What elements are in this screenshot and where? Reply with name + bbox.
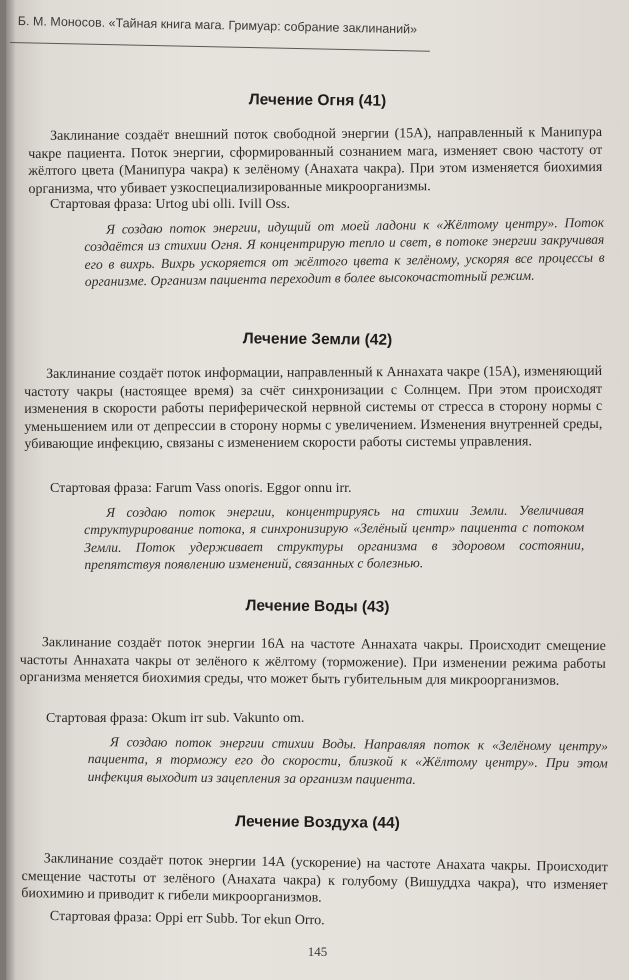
section-body-earth — [24, 363, 602, 454]
section-title-water: Лечение Воды (43) — [245, 597, 390, 616]
section-title-earth: Лечение Земли (42) — [242, 330, 393, 349]
header-rule — [10, 42, 430, 52]
incantation-earth — [84, 501, 584, 573]
section-body-earth-text: Заклинание создаёт поток информации, направленный к Аннахата чакре (15А), изменяющий частоту чакры (настоящее время) за счёт синхронизации с Солнцем. При этом происходят изменения в скорости работы периферической нервной системы от стресса в сторону нормы с уменьшением или от депрессии в сторону нормы с увеличением. Изменения внутренней среды, убивающие инфекцию, связаны с изменением скорости работы системы управления. — [24, 363, 603, 453]
incantation-earth-text: Я создаю поток энергии, концентрируясь на стихии Земли. Увеличивая структурирование потока, я синхронизирую «Зелёный центр» пациента с потоком Земли. Поток удерживает структуры организма в здоровом состоянии, препятствуя появлению изменений, связанных с болезнью. — [84, 502, 585, 573]
page-gutter-shadow — [6, 0, 16, 980]
section-body-water — [20, 634, 606, 691]
start-phrase-fire: Стартовая фраза: Urtog ubi olli. Ivill Oss. — [50, 197, 290, 212]
section-body-air — [21, 850, 608, 912]
incantation-fire — [84, 214, 605, 291]
incantation-fire-text: Я создаю поток энергии, идущий от моей ладони к «Жёлтому центру». Поток создаётся из стихии Огня. Я концентрирую тепло и свет, в потоке энергии закручивая его в вихрь. Вихрь ускоряется от жёлтого цвета к зелёному, ускоряя все процессы в организме. Организм пациента переходит в более высокочастотный режим. — [84, 214, 605, 290]
start-phrase-water: Стартовая фраза: Okum irr sub. Vakunto om. — [46, 711, 305, 726]
page-number: 145 — [307, 944, 328, 959]
book-page — [6, 0, 629, 980]
section-title-air: Лечение Воздуха (44) — [235, 813, 400, 832]
start-phrase-earth: Стартовая фраза: Farum Vass onoris. Eggor onnu irr. — [50, 481, 352, 496]
section-body-water-text: Заклинание создаёт поток энергии 16А на частоте Аннахата чакры. Происходит смещение частоты Аннахата чакры от зелёного к жёлтому (торможение). При изменении режима работы организма меняется биохимия среды, что может быть губительным для микроорганизмов. — [19, 635, 606, 689]
section-body-fire — [28, 124, 602, 198]
section-title-fire: Лечение Огня (41) — [248, 91, 387, 110]
incantation-water — [88, 733, 608, 790]
section-body-air-text: Заклинание создаёт поток энергии 14А (ускорение) на частоте Анахата чакры. Происходит смещение частоты от зелёного (Анахата чакра) к голубому (Вишуддха чакра), что изменяет биохимию и приводит к гибели микроорганизмов. — [21, 851, 608, 906]
incantation-water-text: Я создаю поток энергии стихии Воды. Направляя поток к «Зелёному центру» пациента, я торможу его до скорости, близкой к «Жёлтому центру». При этом инфекция выходит из зацепления за организм пациента. — [87, 734, 608, 787]
running-head: Б. М. Моносов. «Тайная книга мага. Гримуар: собрание заклинаний» — [17, 14, 418, 37]
start-phrase-air: Стартовая фраза: Oppi err Subb. Tor ekun Orro. — [49, 908, 325, 929]
section-body-fire-text: Заклинание создаёт внешний поток свободной энергии (15А), направленный к Манипура чакре пациента. Поток энергии, сформированный сознанием мага, изменяет свою частоту от жёлтого цвета (Манипура чакра) к зелёному (Анахата чакра). При этом изменяется биохимия организма, что убивает узкоспециализированные микроорганизмы. — [28, 124, 603, 197]
